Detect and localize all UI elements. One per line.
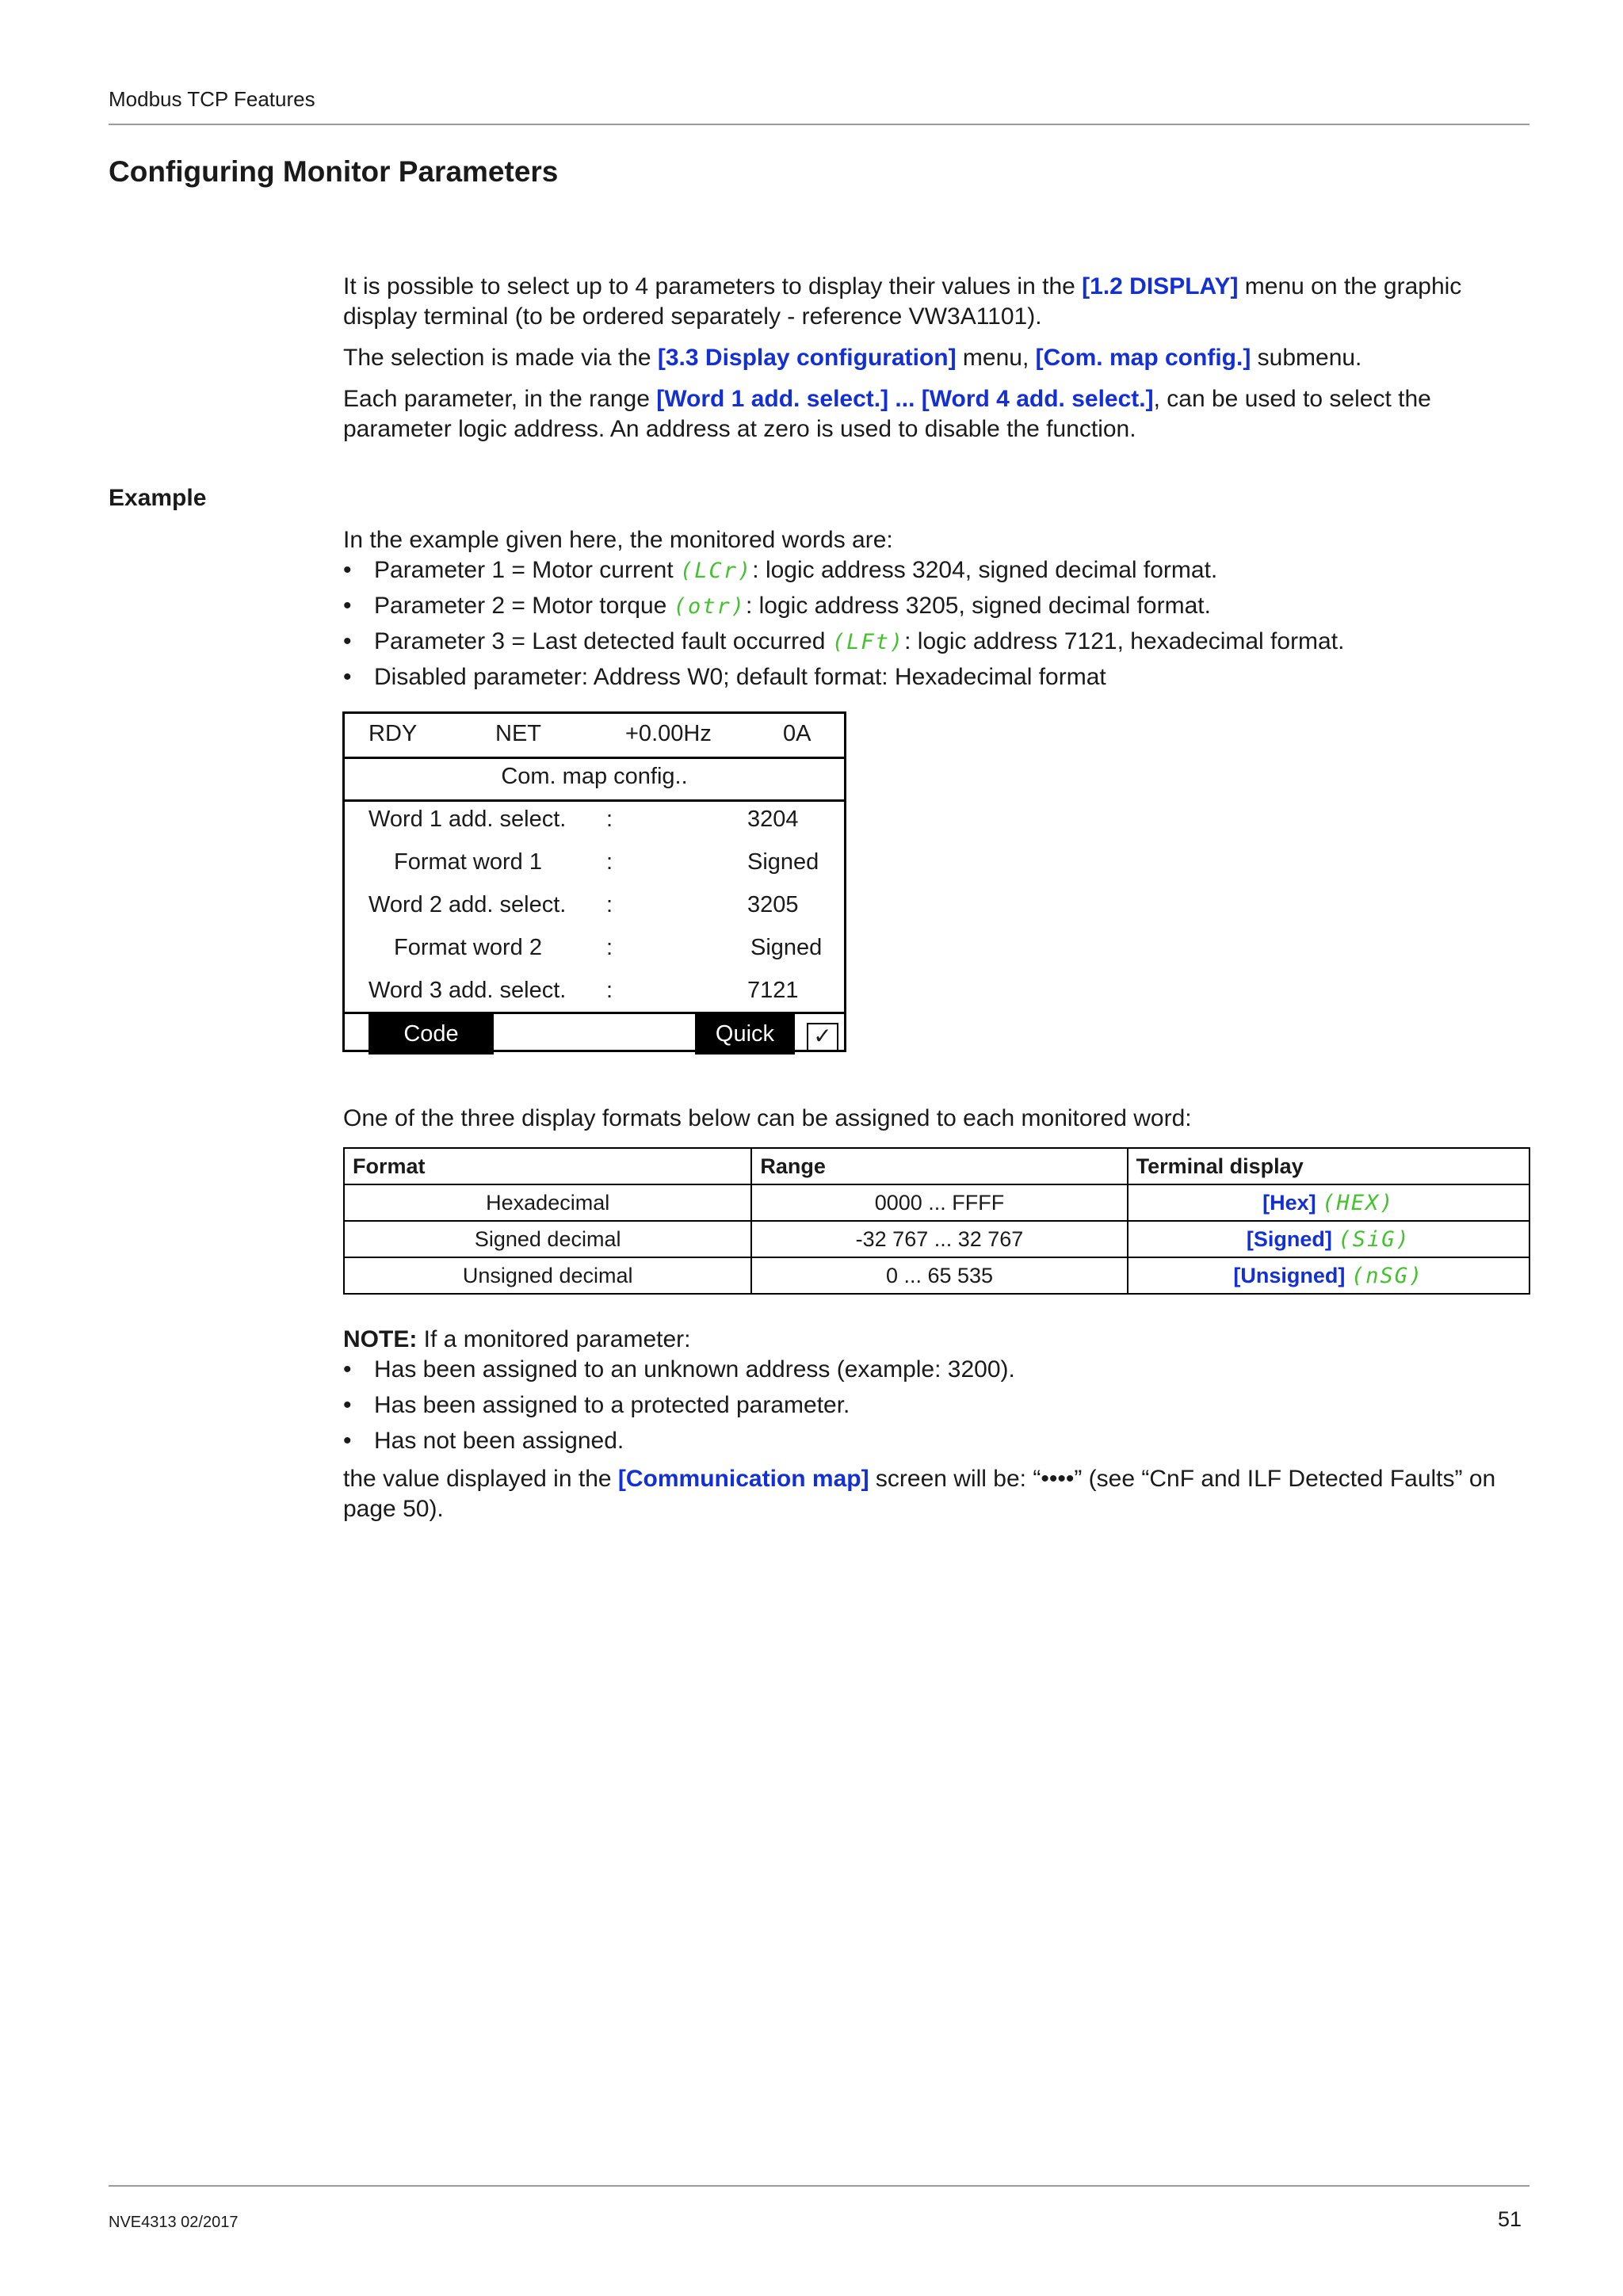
format-cell: Signed decimal: [344, 1221, 751, 1257]
table-row: [344, 1184, 1529, 1221]
text: The selection is made via the: [343, 345, 658, 371]
example-lead: In the example given here, the monitored words are:: [343, 527, 893, 553]
row-separator: :: [606, 849, 613, 875]
intro-paragraph-3: [343, 384, 1532, 444]
display-code: (otr): [673, 594, 746, 619]
bullet-icon: •: [343, 1428, 352, 1454]
display-code: (SiG): [1338, 1226, 1411, 1252]
menu-title: Com. map config..: [501, 764, 688, 789]
row-label: Word 3 add. select.: [369, 978, 567, 1003]
header-rule: [109, 124, 1529, 125]
row-label: Word 1 add. select.: [369, 807, 567, 832]
text: Has been assigned to an unknown address (example: 3200).: [374, 1356, 1015, 1383]
terminal-status-bar: [345, 714, 844, 759]
running-head: Modbus TCP Features: [109, 87, 315, 111]
status-frequency: +0.00Hz: [625, 721, 712, 746]
row-separator: :: [606, 892, 613, 917]
list-item: [343, 1426, 1532, 1462]
text: : logic address 7121, hexadecimal format.: [904, 628, 1345, 654]
display-formats-table: [343, 1147, 1530, 1295]
status-current: 0A: [783, 721, 812, 746]
text: If a monitored parameter:: [417, 1326, 691, 1352]
bullet-icon: •: [343, 593, 352, 619]
text: Parameter 3 = Last detected fault occurred: [374, 628, 832, 654]
column-header: Range: [751, 1148, 1127, 1184]
range-cell: -32 767 ... 32 767: [751, 1221, 1127, 1257]
table-row: [344, 1221, 1529, 1257]
row-label: Format word 2: [394, 935, 542, 960]
note-tail: [343, 1464, 1532, 1524]
text: the value displayed in the: [343, 1466, 618, 1492]
column-header: Format: [344, 1148, 751, 1184]
display-name: [Signed]: [1246, 1226, 1332, 1251]
format-cell: Unsigned decimal: [344, 1257, 751, 1294]
row-value: Signed: [747, 849, 819, 875]
text: menu,: [956, 345, 1036, 371]
row-separator: :: [606, 807, 613, 832]
text: : logic address 3204, signed decimal format.: [752, 557, 1218, 583]
row-separator: :: [606, 935, 613, 960]
list-item: [343, 1355, 1532, 1390]
text: Has been assigned to a protected parameter.: [374, 1392, 850, 1418]
format-cell: Hexadecimal: [344, 1184, 751, 1221]
list-item: [343, 591, 1532, 627]
formats-lead: One of the three display formats below can be assigned to each monitored word:: [343, 1105, 1192, 1131]
communication-map-link: [Communication map]: [617, 1466, 869, 1492]
word-select-range-link: [Word 1 add. select.] ... [Word 4 add. select.]: [656, 386, 1154, 412]
intro-section: [343, 272, 1532, 444]
text: Disabled parameter: Address W0; default format: Hexadecimal format: [374, 664, 1106, 690]
bullet-icon: •: [343, 628, 352, 654]
table-header-row: [344, 1148, 1529, 1184]
row-separator: :: [606, 978, 613, 1003]
example-list: [343, 555, 1532, 698]
display-code: (LFt): [831, 630, 905, 654]
footer-rule: [109, 2185, 1529, 2187]
terminal-display-cell: [1128, 1184, 1529, 1221]
example-heading: Example: [109, 485, 207, 511]
code-key: Code: [369, 1014, 494, 1055]
row-label: Word 2 add. select.: [369, 892, 567, 917]
note-list: [343, 1355, 1532, 1462]
text: Each parameter, in the range: [343, 386, 657, 412]
status-channel: NET: [495, 721, 541, 746]
text: , can be used to select the: [1153, 386, 1431, 412]
intro-paragraph-1: [343, 272, 1532, 332]
text: Parameter 1 = Motor current: [374, 557, 680, 583]
text: page 50).: [343, 1496, 444, 1522]
list-item: [343, 662, 1532, 698]
note-section: [343, 1325, 1532, 1524]
row-value: 7121: [747, 978, 799, 1003]
quick-key: Quick: [695, 1014, 795, 1055]
terminal-display-cell: [1128, 1221, 1529, 1257]
text: menu on the graphic: [1238, 273, 1462, 299]
range-cell: 0 ... 65 535: [751, 1257, 1127, 1294]
display-code: (nSG): [1350, 1263, 1424, 1288]
row-value: Signed: [750, 935, 823, 960]
display-menu-link: [1.2 DISPLAY]: [1082, 273, 1239, 299]
graphic-display-terminal: [342, 711, 846, 1052]
document-code: NVE4313 02/2017: [109, 2214, 239, 2231]
text: : logic address 3205, signed decimal format.: [745, 593, 1211, 619]
range-cell: 0000 ... FFFF: [751, 1184, 1127, 1221]
terminal-function-keys: [345, 1012, 844, 1055]
text: Parameter 2 = Motor torque: [374, 593, 674, 619]
intro-paragraph-2: [343, 343, 1532, 373]
bullet-icon: •: [343, 1356, 352, 1383]
table-row: [344, 1257, 1529, 1294]
bullet-icon: •: [343, 664, 352, 690]
note-label: NOTE:: [343, 1326, 418, 1352]
row-value: 3204: [747, 807, 799, 832]
column-header: Terminal display: [1128, 1148, 1529, 1184]
display-name: [Unsigned]: [1233, 1263, 1346, 1287]
display-code: (HEX): [1322, 1190, 1395, 1215]
text: screen will be: “••••” (see “CnF and ILF Detected Faults” on: [869, 1466, 1496, 1492]
bullet-icon: •: [343, 557, 352, 583]
display-configuration-link: [3.3 Display configuration]: [657, 345, 957, 371]
text: submenu.: [1251, 345, 1362, 371]
display-name: [Hex]: [1262, 1190, 1316, 1215]
terminal-display-cell: [1128, 1257, 1529, 1294]
com-map-config-link: [Com. map config.]: [1035, 345, 1251, 371]
status-state: RDY: [369, 721, 418, 746]
list-item: [343, 555, 1532, 591]
text: display terminal (to be ordered separately - reference VW3A1101).: [343, 303, 1042, 330]
display-code: (LCr): [680, 559, 753, 583]
example-section: [343, 525, 1532, 698]
checkmark-icon: ✓: [807, 1023, 838, 1051]
text: It is possible to select up to 4 parameters to display their values in the: [343, 273, 1083, 299]
text: Has not been assigned.: [374, 1428, 624, 1454]
bullet-icon: •: [343, 1392, 352, 1418]
page-title: Configuring Monitor Parameters: [109, 155, 559, 188]
text: parameter logic address. An address at zero is used to disable the function.: [343, 416, 1136, 442]
note-lead: [343, 1325, 1532, 1355]
page-number: 51: [1498, 2207, 1522, 2231]
row-label: Format word 1: [394, 849, 542, 875]
list-item: [343, 627, 1532, 662]
terminal-menu-title: [345, 757, 844, 802]
list-item: [343, 1390, 1532, 1426]
row-value: 3205: [747, 892, 799, 917]
